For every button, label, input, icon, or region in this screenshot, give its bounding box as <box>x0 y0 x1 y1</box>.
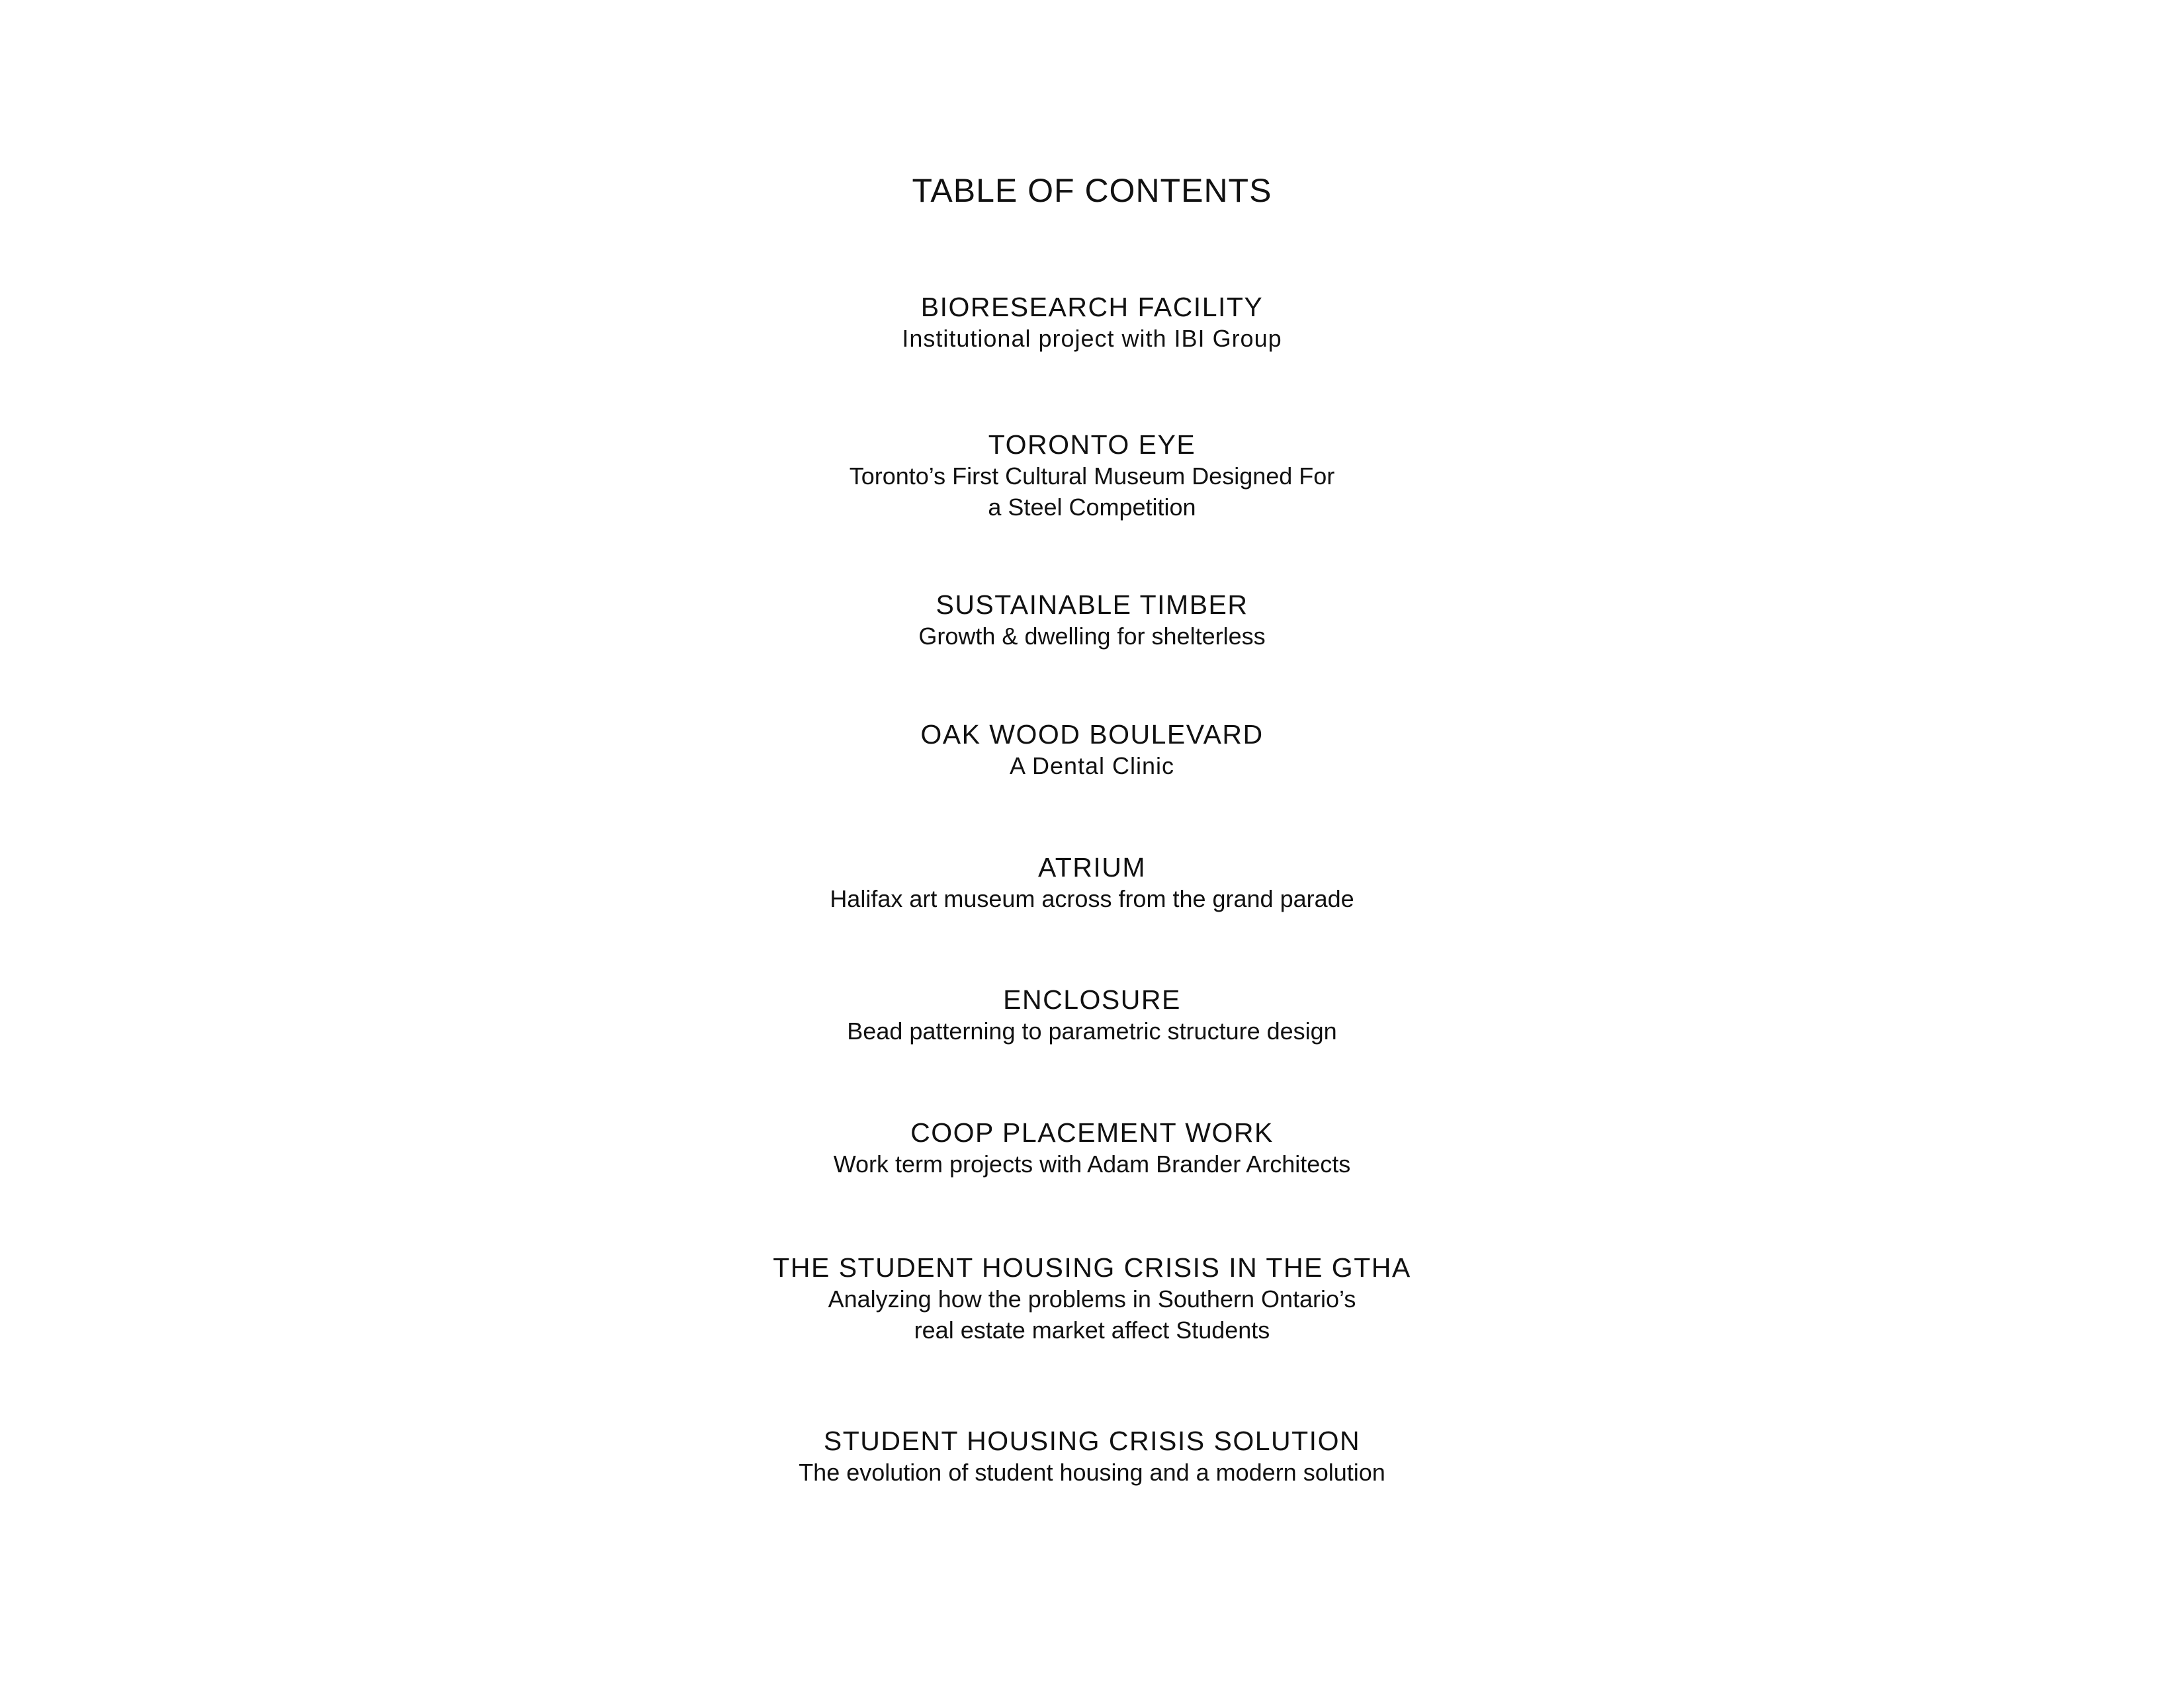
toc-entry-subtitle: The evolution of student housing and a modern solution <box>799 1459 1385 1486</box>
toc-entry-subtitle: Work term projects with Adam Brander Architects <box>833 1150 1351 1178</box>
toc-entry-atrium <box>0 851 2184 914</box>
toc-entry-student-housing-crisis-solution <box>0 1425 2184 1488</box>
toc-entry-subtitle: Toronto’s First Cultural Museum Designed For a Steel Competition <box>849 462 1335 521</box>
toc-entry-title: THE STUDENT HOUSING CRISIS IN THE GTHA <box>773 1252 1411 1283</box>
toc-entry-subtitle: A Dental Clinic <box>1009 752 1175 779</box>
toc-entry-sustainable-timber <box>0 589 2184 652</box>
toc-entry-oak-wood-boulevard <box>0 718 2184 781</box>
toc-entry-title: ENCLOSURE <box>1003 984 1181 1015</box>
toc-entry-student-housing-crisis-gtha <box>0 1252 2184 1346</box>
toc-entry-title: BIORESEARCH FACILITY <box>920 292 1264 322</box>
toc-entry-subtitle: Halifax art museum across from the grand parade <box>830 885 1354 912</box>
toc-entry-title: STUDENT HOUSING CRISIS SOLUTION <box>823 1426 1361 1456</box>
page-title: TABLE OF CONTENTS <box>912 172 1272 209</box>
toc-entry-title: TORONTO EYE <box>988 429 1196 460</box>
toc-entry-subtitle: Growth & dwelling for shelterless <box>918 623 1266 650</box>
toc-entry-title: SUSTAINABLE TIMBER <box>936 589 1248 620</box>
toc-entry-title: COOP PLACEMENT WORK <box>910 1117 1274 1148</box>
toc-entry-subtitle: Analyzing how the problems in Southern Ontario’s real estate market affect Students <box>828 1285 1356 1344</box>
toc-entry-title: OAK WOOD BOULEVARD <box>920 719 1264 750</box>
toc-entry-title: ATRIUM <box>1037 852 1147 883</box>
toc-entry-coop-placement-work <box>0 1117 2184 1180</box>
toc-entry-bioresearch-facility <box>0 291 2184 354</box>
toc-entry-enclosure <box>0 984 2184 1047</box>
toc-entry-subtitle: Institutional project with IBI Group <box>902 325 1282 352</box>
toc-entry-subtitle: Bead patterning to parametric structure design <box>847 1017 1337 1045</box>
toc-entry-toronto-eye <box>0 429 2184 523</box>
